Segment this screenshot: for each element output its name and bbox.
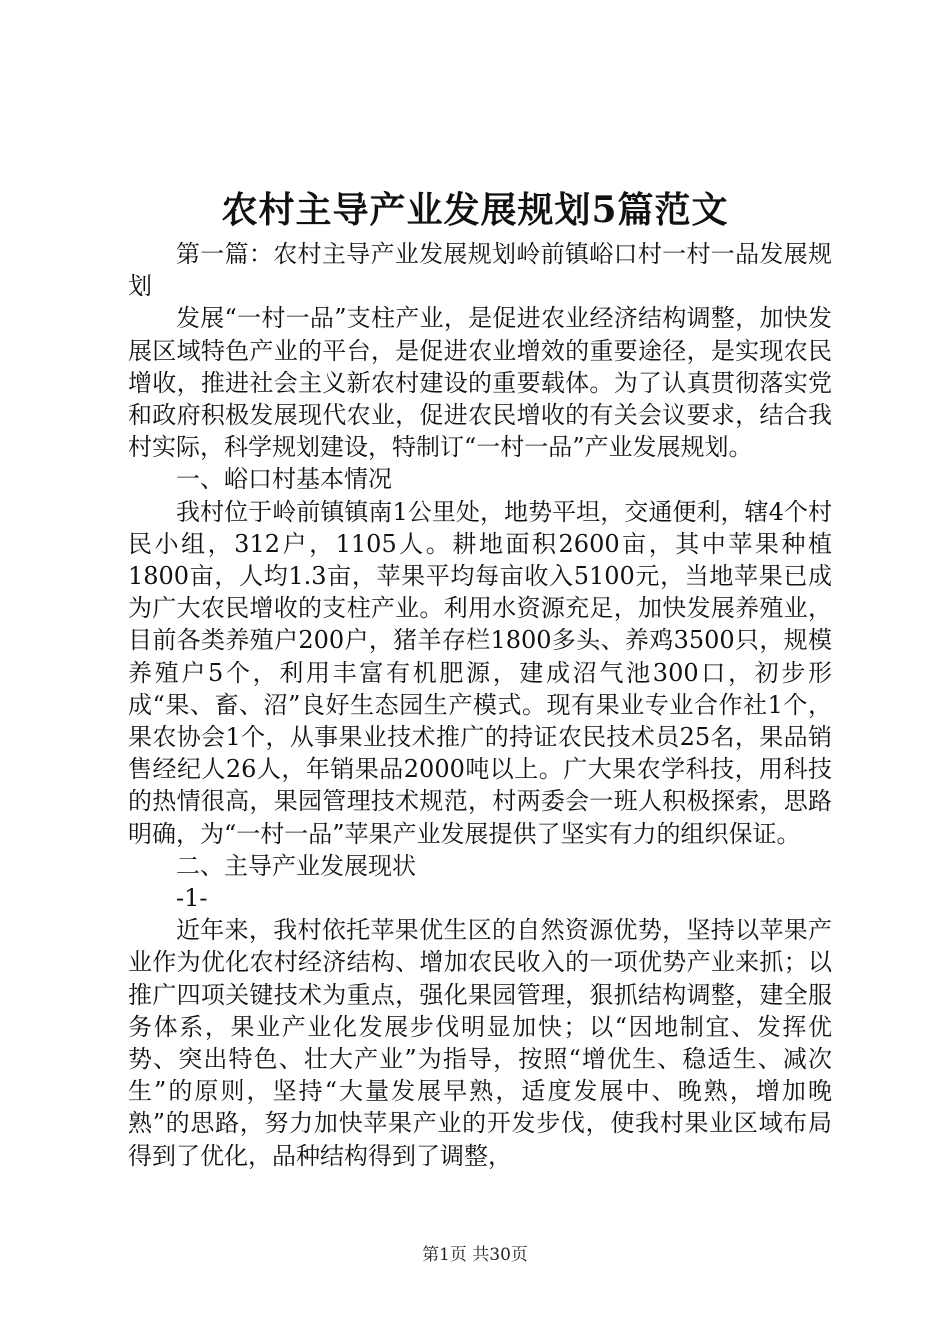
paragraph-intro: 发展“一村一品”支柱产业，是促进农业经济结构调整，加快发展区域特色产业的平台，是促进农业增效的重要途径，是实现农民增收，推进社会主义新农村建设的重要载体。为了认真贯彻落实党和政府积极发展现代农业，促进农民增收的有关会议要求，结合我村实际，科学规划建设，特制订“一村一品”产业发展规划。 bbox=[128, 304, 832, 462]
section-heading-status: 二、主导产业发展现状 bbox=[176, 851, 416, 880]
document-title: 农村主导产业发展规划5篇范文 bbox=[221, 189, 729, 231]
page-footer: 第1页 共30页 bbox=[422, 1245, 528, 1265]
paragraph-status: 近年来，我村依托苹果优生区的自然资源优势，坚持以苹果产业作为优化农村经济结构、增加农民收入的一项优势产业来抓；以推广四项关键技术为重点，强化果园管理，狠抓结构调整，建全服务体系，果业产业化发展步伐明显加快；以“因地制宜、发挥优势、突出特色、壮大产业”为指导，按照“增优生、稳适生、减次生”的原则，坚持“大量发展早熟，适度发展中、晚熟，增加晚熟”的思路，努力加快苹果产业的开发步伐，使我村果业区域布局得到了优化，品种结构得到了调整， bbox=[128, 916, 832, 1170]
document-body bbox=[128, 238, 832, 1172]
inline-page-marker: -1- bbox=[176, 884, 208, 913]
section-heading-basic-info: 一、峪口村基本情况 bbox=[176, 465, 392, 494]
paragraph-basic-info: 我村位于岭前镇镇南1公里处，地势平坦，交通便利，辖4个村民小组，312户，1105人。耕地面积2600亩，其中苹果种植1800亩，人均1.3亩，苹果平均每亩收入5100元，当地苹果已成为广大农民增收的支柱产业。利用水资源充足，加快发展养殖业，目前各类养殖户200户，猪羊存栏1800多头、养鸡3500只，规模养殖户5个，利用丰富有机肥源，建成沼气池300口，初步形成“果、畜、沼”良好生态园生产模式。现有果业专业合作社1个，果农协会1个，从事果业技术推广的持证农民技术员25名，果品销售经纪人26人，年销果品2000吨以上。广大果农学科技，用科技的热情很高，果园管理技术规范，村两委会一班人积极探索，思路明确，为“一村一品”苹果产业发展提供了坚实有力的组织保证。 bbox=[128, 497, 832, 848]
section-heading-first: 第一篇：农村主导产业发展规划岭前镇峪口村一村一品发展规划 bbox=[128, 240, 832, 301]
